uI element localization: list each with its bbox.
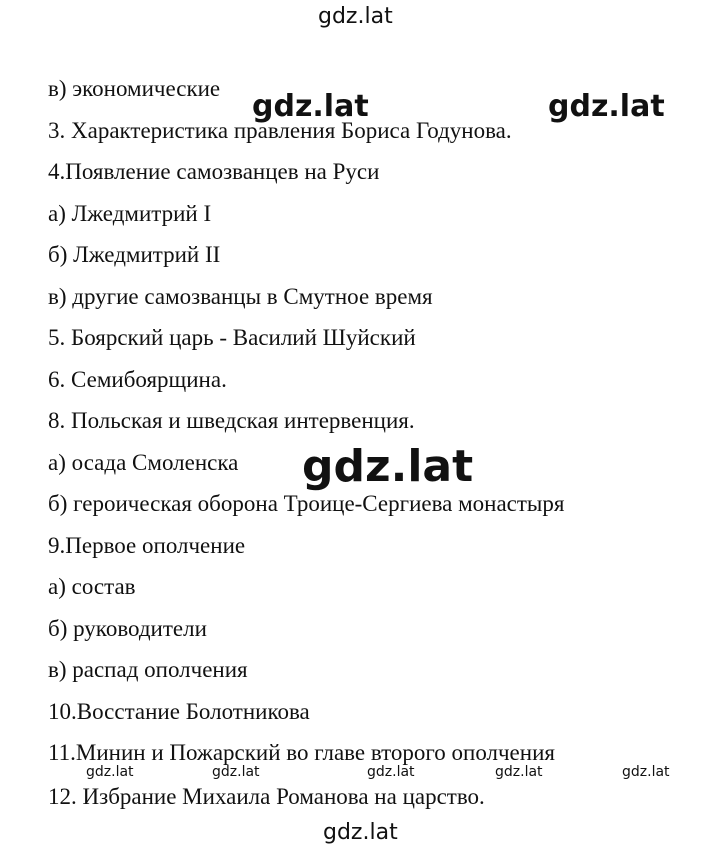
outline-line-17: 11.Минин и Пожарский во главе второго ополчения bbox=[48, 740, 555, 765]
watermark-small-5: gdz.lat bbox=[622, 764, 670, 780]
outline-line-8: 6. Семибоярщина. bbox=[48, 367, 227, 392]
outline-line-1: в) экономические bbox=[48, 76, 221, 101]
watermark-small-2: gdz.lat bbox=[212, 764, 260, 780]
outline-line-13: а) состав bbox=[48, 574, 136, 599]
outline-line-16: 10.Восстание Болотникова bbox=[48, 699, 310, 724]
watermark-bold-right: gdz.lat bbox=[548, 89, 665, 124]
outline-line-4: а) Лжедмитрий I bbox=[48, 201, 212, 226]
outline-line-5: б) Лжедмитрий II bbox=[48, 242, 221, 267]
watermark-small-1: gdz.lat bbox=[86, 764, 134, 780]
outline-line-7: 5. Боярский царь - Василий Шуйский bbox=[48, 325, 416, 350]
outline-line-10: а) осада Смоленска bbox=[48, 450, 239, 475]
watermark-small-3: gdz.lat bbox=[367, 764, 415, 780]
outline-line-2: 3. Характеристика правления Бориса Годунова. bbox=[48, 118, 512, 143]
watermark-center: gdz.lat bbox=[302, 441, 474, 492]
watermark-bold-left: gdz.lat bbox=[252, 89, 369, 124]
outline-line-15: в) распад ополчения bbox=[48, 657, 248, 682]
outline-line-9: 8. Польская и шведская интервенция. bbox=[48, 408, 415, 433]
outline-line-6: в) другие самозванцы в Смутное время bbox=[48, 284, 433, 309]
outline-line-3: 4.Появление самозванцев на Руси bbox=[48, 159, 380, 184]
outline-line-11: б) героическая оборона Троице-Сергиева монастыря bbox=[48, 491, 565, 516]
outline-line-12: 9.Первое ополчение bbox=[48, 533, 246, 558]
outline-line-14: б) руководители bbox=[48, 616, 207, 641]
watermark-bottom: gdz.lat bbox=[323, 820, 398, 845]
outline-line-18: 12. Избрание Михаила Романова на царство. bbox=[48, 784, 485, 809]
watermark-small-4: gdz.lat bbox=[495, 764, 543, 780]
watermark-top: gdz.lat bbox=[318, 4, 393, 29]
